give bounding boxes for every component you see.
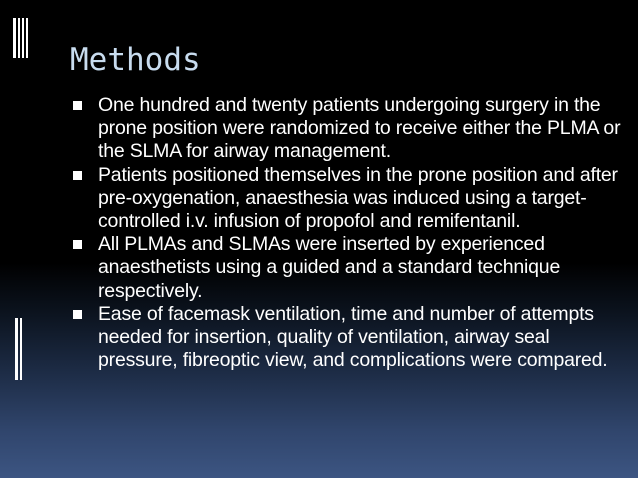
bullet-item bbox=[70, 233, 630, 303]
slide-title: Methods bbox=[70, 42, 201, 78]
bullet-text: Ease of facemask ventilation, time and number of attempts needed for insertion, quality of ventilation, airway seal pressure, fibreoptic view, and complications were compared. bbox=[98, 302, 608, 372]
bullet-text: All PLMAs and SLMAs were inserted by experienced anaesthetists using a guided and a standard technique respectively. bbox=[98, 233, 561, 302]
square-bullet-icon bbox=[73, 171, 82, 180]
decorative-bar bbox=[13, 18, 16, 58]
square-bullet-icon bbox=[73, 240, 82, 249]
decorative-bar bbox=[22, 18, 24, 58]
bullet-text: Patients positioned themselves in the prone position and after pre-oxygenation, anaesthesia was induced using a target-controlled i.v. infusion of propofol and remifentanil. bbox=[98, 163, 618, 233]
bullet-text: One hundred and twenty patients undergoing surgery in the prone position were randomized to receive either the PLMA or the SLMA for airway management. bbox=[98, 94, 621, 163]
decorative-bar bbox=[15, 318, 18, 380]
bullet-item bbox=[70, 164, 630, 234]
square-bullet-icon bbox=[73, 310, 82, 319]
decorative-bar bbox=[26, 18, 28, 58]
bullet-item bbox=[70, 94, 630, 164]
decorative-bar bbox=[18, 18, 20, 58]
decorative-bar bbox=[20, 318, 22, 380]
bullet-item bbox=[70, 303, 630, 373]
bullet-list bbox=[70, 94, 630, 372]
square-bullet-icon bbox=[73, 101, 82, 110]
